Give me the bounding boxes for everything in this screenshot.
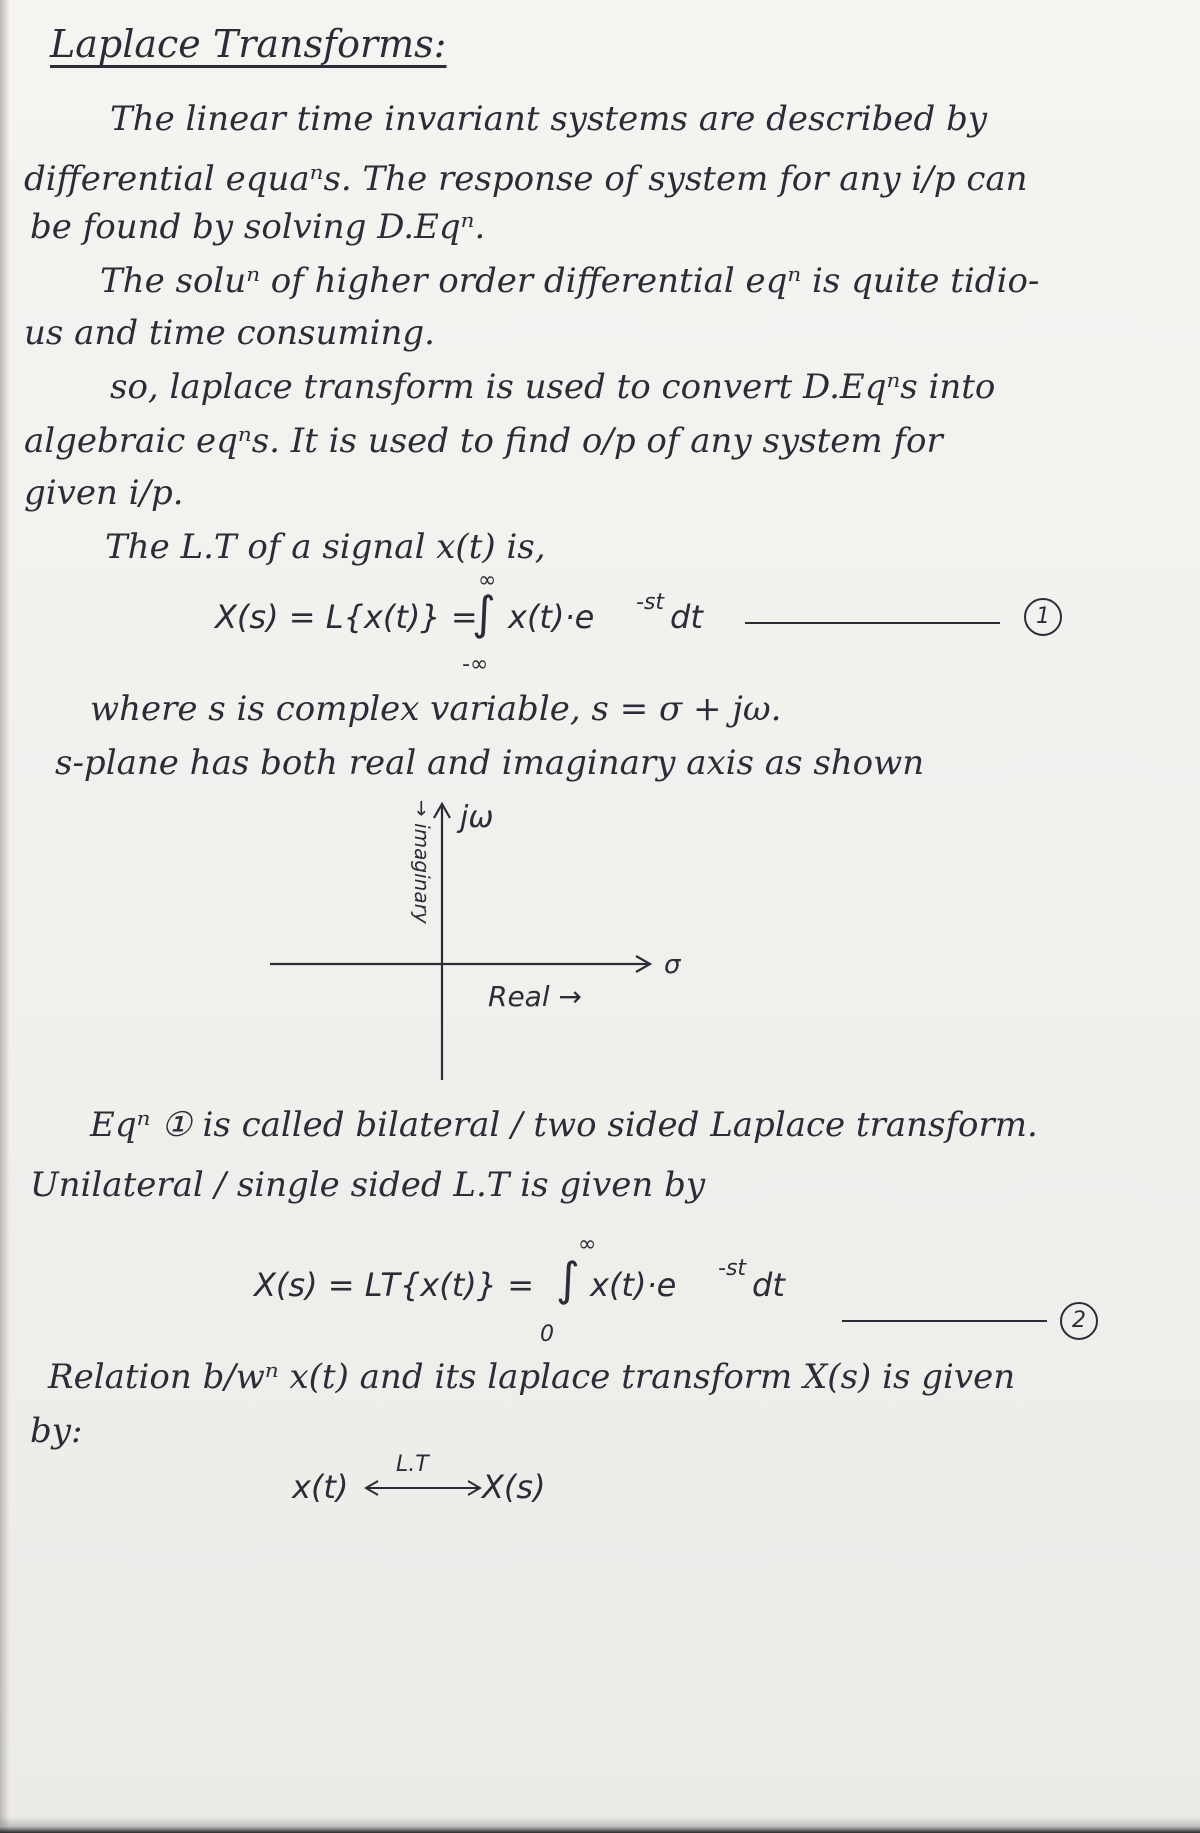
bilateral-text: Eqⁿ ① is called bilateral / two sided Laplace transform. bbox=[90, 1105, 1038, 1145]
relation-arrow-label: L.T bbox=[396, 1452, 429, 1477]
equation1-lower-limit: -∞ bbox=[462, 652, 489, 677]
relation-left: x(t) bbox=[292, 1468, 349, 1506]
page-bottom-shadow bbox=[0, 1817, 1200, 1833]
equation2-upper-limit: ∞ bbox=[578, 1232, 597, 1257]
paragraph3-line2: algebraic eqⁿs. It is used to find o/p of any system for bbox=[24, 421, 943, 461]
equation2-lhs: X(s) = LT{x(t)} = bbox=[254, 1266, 535, 1304]
paragraph3-line1: so, laplace transform is used to convert D.Eqⁿs into bbox=[110, 367, 996, 407]
equation1-upper-limit: ∞ bbox=[478, 568, 497, 593]
equation2-exponent: -st bbox=[718, 1256, 747, 1281]
sigma-axis-label: σ bbox=[664, 950, 681, 980]
jw-axis-label: jω bbox=[460, 800, 494, 835]
relation-line1: Relation b/wⁿ x(t) and its laplace transform X(s) is given bbox=[48, 1357, 1016, 1397]
equation1-integral-sign: ∫ bbox=[472, 586, 496, 640]
complex-variable-text: where s is complex variable, s = σ + jω. bbox=[90, 689, 782, 729]
s-plane-text: s-plane has both real and imaginary axis as shown bbox=[55, 743, 925, 783]
relation-right: X(s) bbox=[482, 1468, 546, 1506]
paragraph1-line3: be found by solving D.Eqⁿ. bbox=[30, 207, 486, 247]
equation2-lower-limit: 0 bbox=[540, 1322, 554, 1347]
paragraph1-line2: differential equaⁿs. The response of system for any i/p can bbox=[24, 159, 1028, 199]
lt-intro: The L.T of a signal x(t) is, bbox=[105, 527, 546, 567]
page-title: Laplace Transforms: bbox=[50, 22, 447, 66]
equation1-dt: dt bbox=[670, 598, 703, 636]
equation2-dt: dt bbox=[752, 1266, 785, 1304]
imaginary-side-label: → imaginary bbox=[410, 800, 434, 924]
paragraph2-line2: us and time consuming. bbox=[24, 313, 435, 353]
real-axis-label: Real → bbox=[488, 980, 582, 1013]
paragraph3-line3: given i/p. bbox=[24, 473, 184, 513]
equation2-number: 2 bbox=[1060, 1302, 1098, 1340]
equation1-lhs: X(s) = L{x(t)} = bbox=[215, 598, 478, 636]
paragraph1-line1: The linear time invariant systems are described by bbox=[110, 99, 988, 139]
equation2-integrand: x(t)·e bbox=[590, 1266, 677, 1304]
relation-line2: by: bbox=[30, 1411, 83, 1451]
equation1-number: 1 bbox=[1024, 598, 1062, 636]
equation1-exponent: -st bbox=[636, 590, 665, 615]
paragraph2-line1: The soluⁿ of higher order differential eqⁿ is quite tidio- bbox=[100, 261, 1040, 301]
unilateral-text: Unilateral / single sided L.T is given by bbox=[30, 1165, 706, 1205]
equation1-integrand: x(t)·e bbox=[508, 598, 595, 636]
equation2-integral-sign: ∫ bbox=[556, 1252, 580, 1306]
